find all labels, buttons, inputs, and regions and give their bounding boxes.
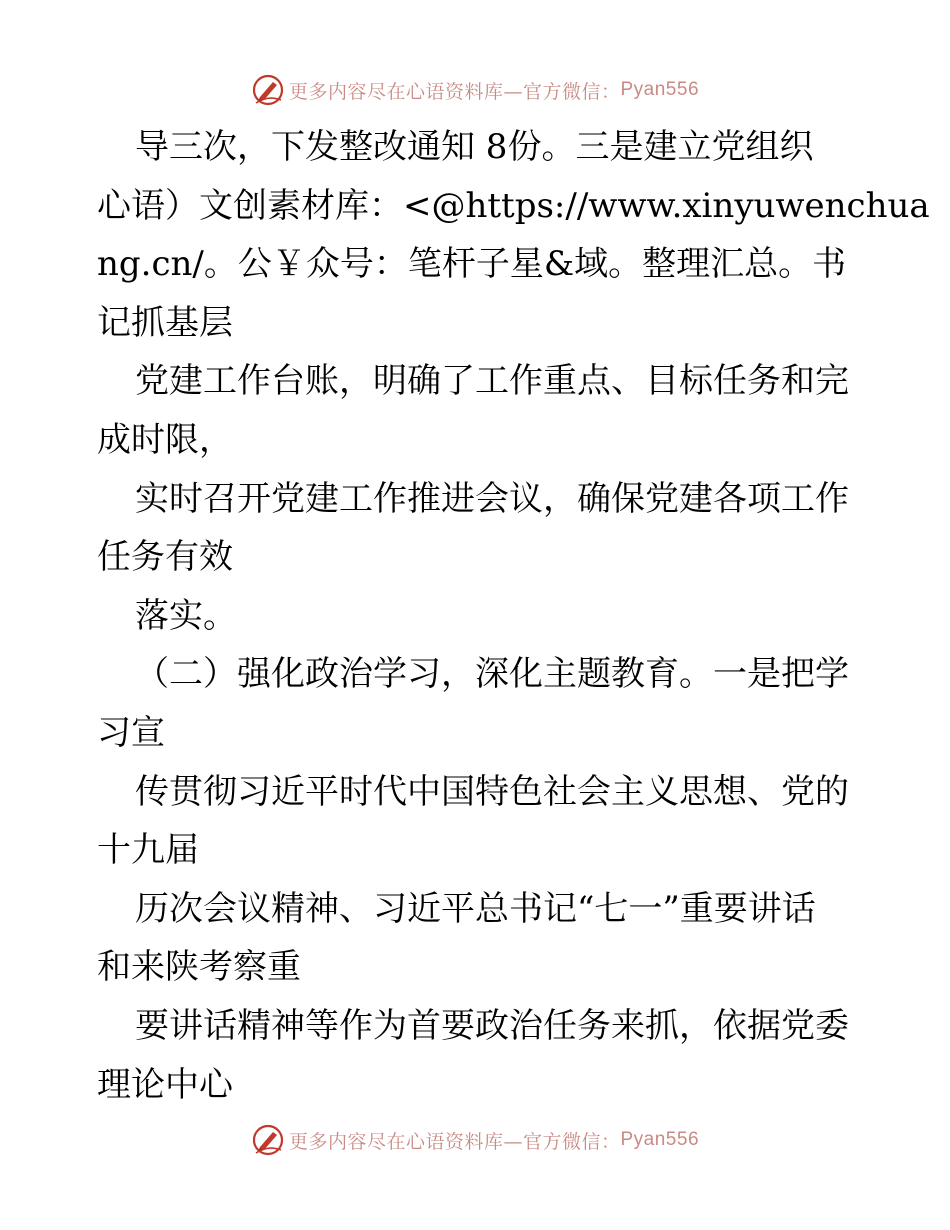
section-heading-line: （二）强化政治学习，深化主题教育。一是把学	[135, 654, 849, 695]
banner-handle: Pyan556	[620, 1129, 700, 1150]
paragraph-line: 要讲话精神等作为首要政治任务来抓，依据党委	[135, 1005, 849, 1046]
paragraph-line: 导三次，下发整改通知 8份。三是建立党组织	[135, 127, 814, 167]
paragraph-line: 落实。	[135, 595, 237, 636]
paragraph-line: 十九届	[97, 830, 199, 871]
document-body	[97, 118, 930, 1114]
paragraph-line: 习宣	[97, 712, 165, 753]
footer-banner	[0, 1120, 950, 1160]
paragraph-line: 心语）文创素材库：<@https://www.xinyuwenchua	[97, 185, 930, 226]
pen-seal-icon	[251, 1123, 285, 1157]
paragraph-line: 和来陕考察重	[97, 947, 301, 988]
paragraph-line: 记抓基层	[97, 302, 233, 343]
banner-text: 更多内容尽在心语资料库—官方微信：	[288, 80, 621, 103]
paragraph-line: 任务有效	[97, 537, 233, 578]
banner-text: 更多内容尽在心语资料库—官方微信：	[288, 1130, 621, 1153]
paragraph-line: 成时限，	[97, 419, 233, 460]
pen-seal-icon	[251, 73, 285, 107]
paragraph-line: 传贯彻习近平时代中国特色社会主义思想、党的	[135, 771, 849, 812]
paragraph-line: 实时召开党建工作推进会议，确保党建各项工作	[135, 478, 849, 519]
paragraph-line: ng.cn/。公￥众号：笔杆子星&域。整理汇总。书	[97, 244, 847, 285]
paragraph-line: 党建工作台账，明确了工作重点、目标任务和完	[135, 361, 849, 402]
banner-handle: Pyan556	[620, 79, 700, 100]
paragraph-line: 理论中心	[97, 1064, 233, 1105]
header-banner	[0, 70, 950, 110]
paragraph-line: 历次会议精神、习近平总书记“七一”重要讲话	[135, 888, 816, 929]
